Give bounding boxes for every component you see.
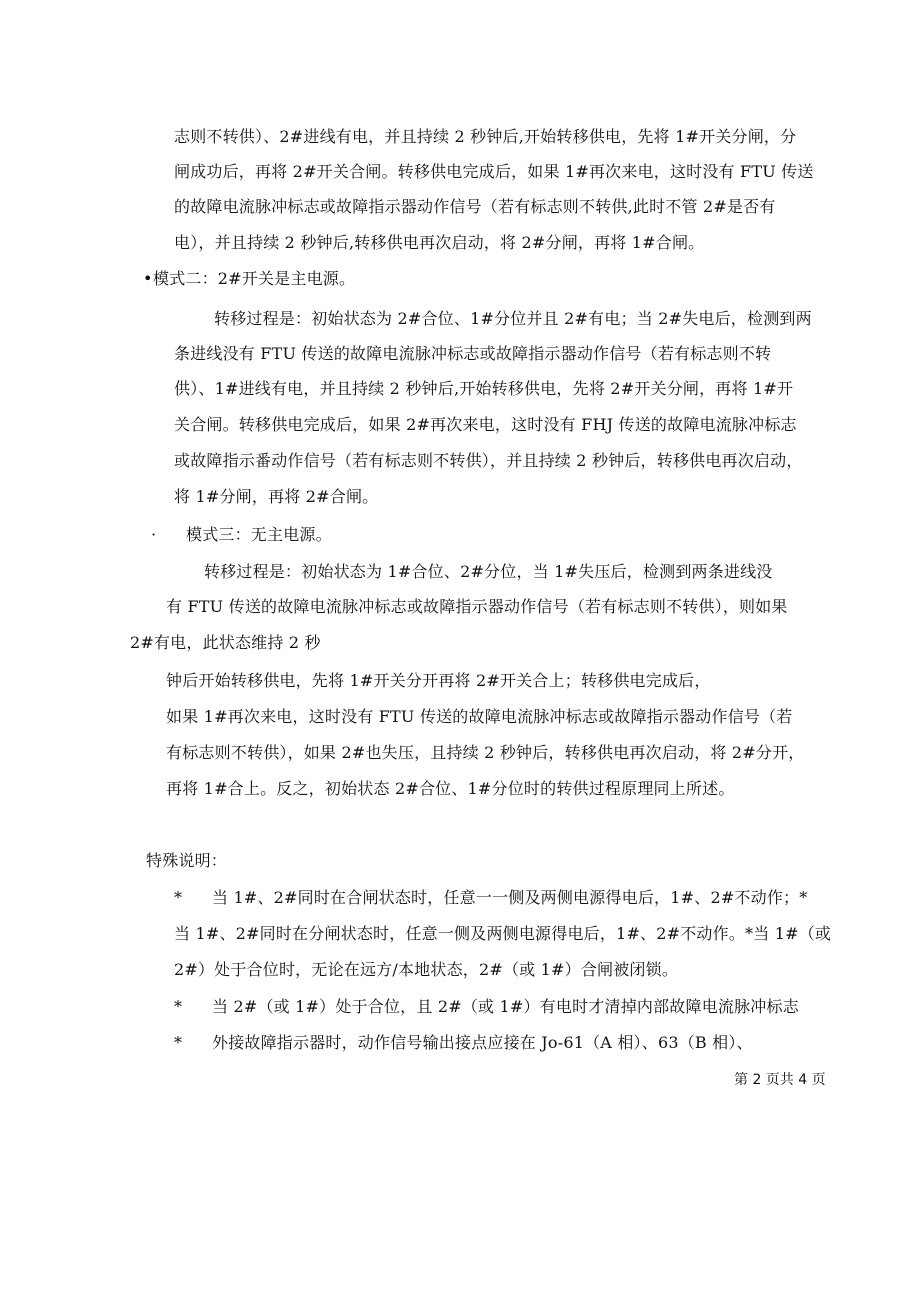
note1-line-1: 当 1#、2#同时在合闸状态时，任意一一侧及两侧电源得电后，1#、2#不动作；*: [212, 888, 808, 907]
note2-star: *: [174, 997, 183, 1016]
note2-line-1: 当 2#（或 1#）处于合位，且 2#（或 1#）有电时才清掉内部故障电流脉冲标志: [212, 997, 799, 1016]
mode3-line-3: 2#有电，此状态维持 2 秒: [130, 633, 321, 652]
mode3-line-5: 如果 1#再次来电，这时没有 FTU 传送的故障电流脉冲标志或故障指示器动作信号（若: [166, 707, 793, 726]
mode2-line-1: 转移过程是：初始状态为 2#合位、1#分位并且 2#有电；当 2#失电后，检测到两: [214, 309, 812, 328]
mode1-line-2: 闸成功后，再将 2#开关合闸。转移供电完成后，如果 1#再次来电，这时没有 FTU 传送: [174, 162, 814, 181]
mode2-line-2: 条进线没有 FTU 传送的故障电流脉冲标志或故障指示器动作信号（若有标志则不转: [174, 344, 772, 363]
mode2-line-3: 供）、1#进线有电，并且持续 2 秒钟后,开始转移供电，先将 2#开关分闸，再将 1#开: [174, 379, 794, 398]
note1-star: *: [174, 888, 183, 907]
mode3-line-2: 有 FTU 传送的故障电流脉冲标志或故障指示器动作信号（若有标志则不转供），则如果: [166, 597, 788, 616]
mode2-line-4: 关合闸。转移供电完成后，如果 2#再次来电，这时没有 FHJ 传送的故障电流脉冲标志: [174, 415, 797, 434]
mode1-line-1: 志则不转供）、2#进线有电，并且持续 2 秒钟后,开始转移供电，先将 1#开关分闸，分: [174, 127, 797, 146]
note3-line-1: 外接故障指示器时，动作信号输出接点应接在 Jo-61（A 相）、63（B 相）、: [212, 1033, 753, 1052]
mode2-bullet: •: [143, 269, 153, 288]
mode3-line-1: 转移过程是：初始状态为 1#合位、2#分位，当 1#失压后，检测到两条进线没: [204, 562, 773, 581]
note3-star: *: [174, 1033, 183, 1052]
mode2-line-5: 或故障指示番动作信号（若有标志则不转供），并且持续 2 秒钟后，转移供电再次启动，: [174, 451, 803, 470]
mode3-bullet: ·: [151, 525, 157, 544]
note1-line-2: 当 1#、2#同时在分闸状态时，任意一侧及两侧电源得电后，1#、2#不动作。*当 1#（或: [174, 924, 832, 943]
mode2-title: 模式二：2#开关是主电源。: [153, 269, 356, 288]
mode1-line-3: 的故障电流脉冲标志或故障指示器动作信号（若有标志则不转供,此时不管 2#是否有: [174, 197, 776, 216]
page-number: 第 2 页共 4 页: [734, 1072, 826, 1088]
note1-line-3: 2#）处于合位时，无论在远方/本地状态，2#（或 1#）合闸被闭锁。: [174, 960, 679, 979]
mode3-line-6: 有标志则不转供），如果 2#也失压，且持续 2 秒钟后，转移供电再次启动，将 2#分开，: [166, 743, 805, 762]
mode1-line-4: 电），并且持续 2 秒钟后,转移供电再次启动，将 2#分闸，再将 1#合闸。: [174, 233, 705, 252]
mode3-line-7: 再将 1#合上。反之，初始状态 2#合位、1#分位时的转供过程原理同上所述。: [166, 779, 735, 798]
special-heading: 特殊说明：: [146, 851, 228, 870]
mode3-line-4: 钟后开始转移供电，先将 1#开关分开再将 2#开关合上；转移供电完成后，: [166, 671, 711, 690]
mode2-line-6: 将 1#分闸，再将 2#合闸。: [174, 487, 379, 506]
mode3-title: 模式三：无主电源。: [186, 525, 332, 544]
